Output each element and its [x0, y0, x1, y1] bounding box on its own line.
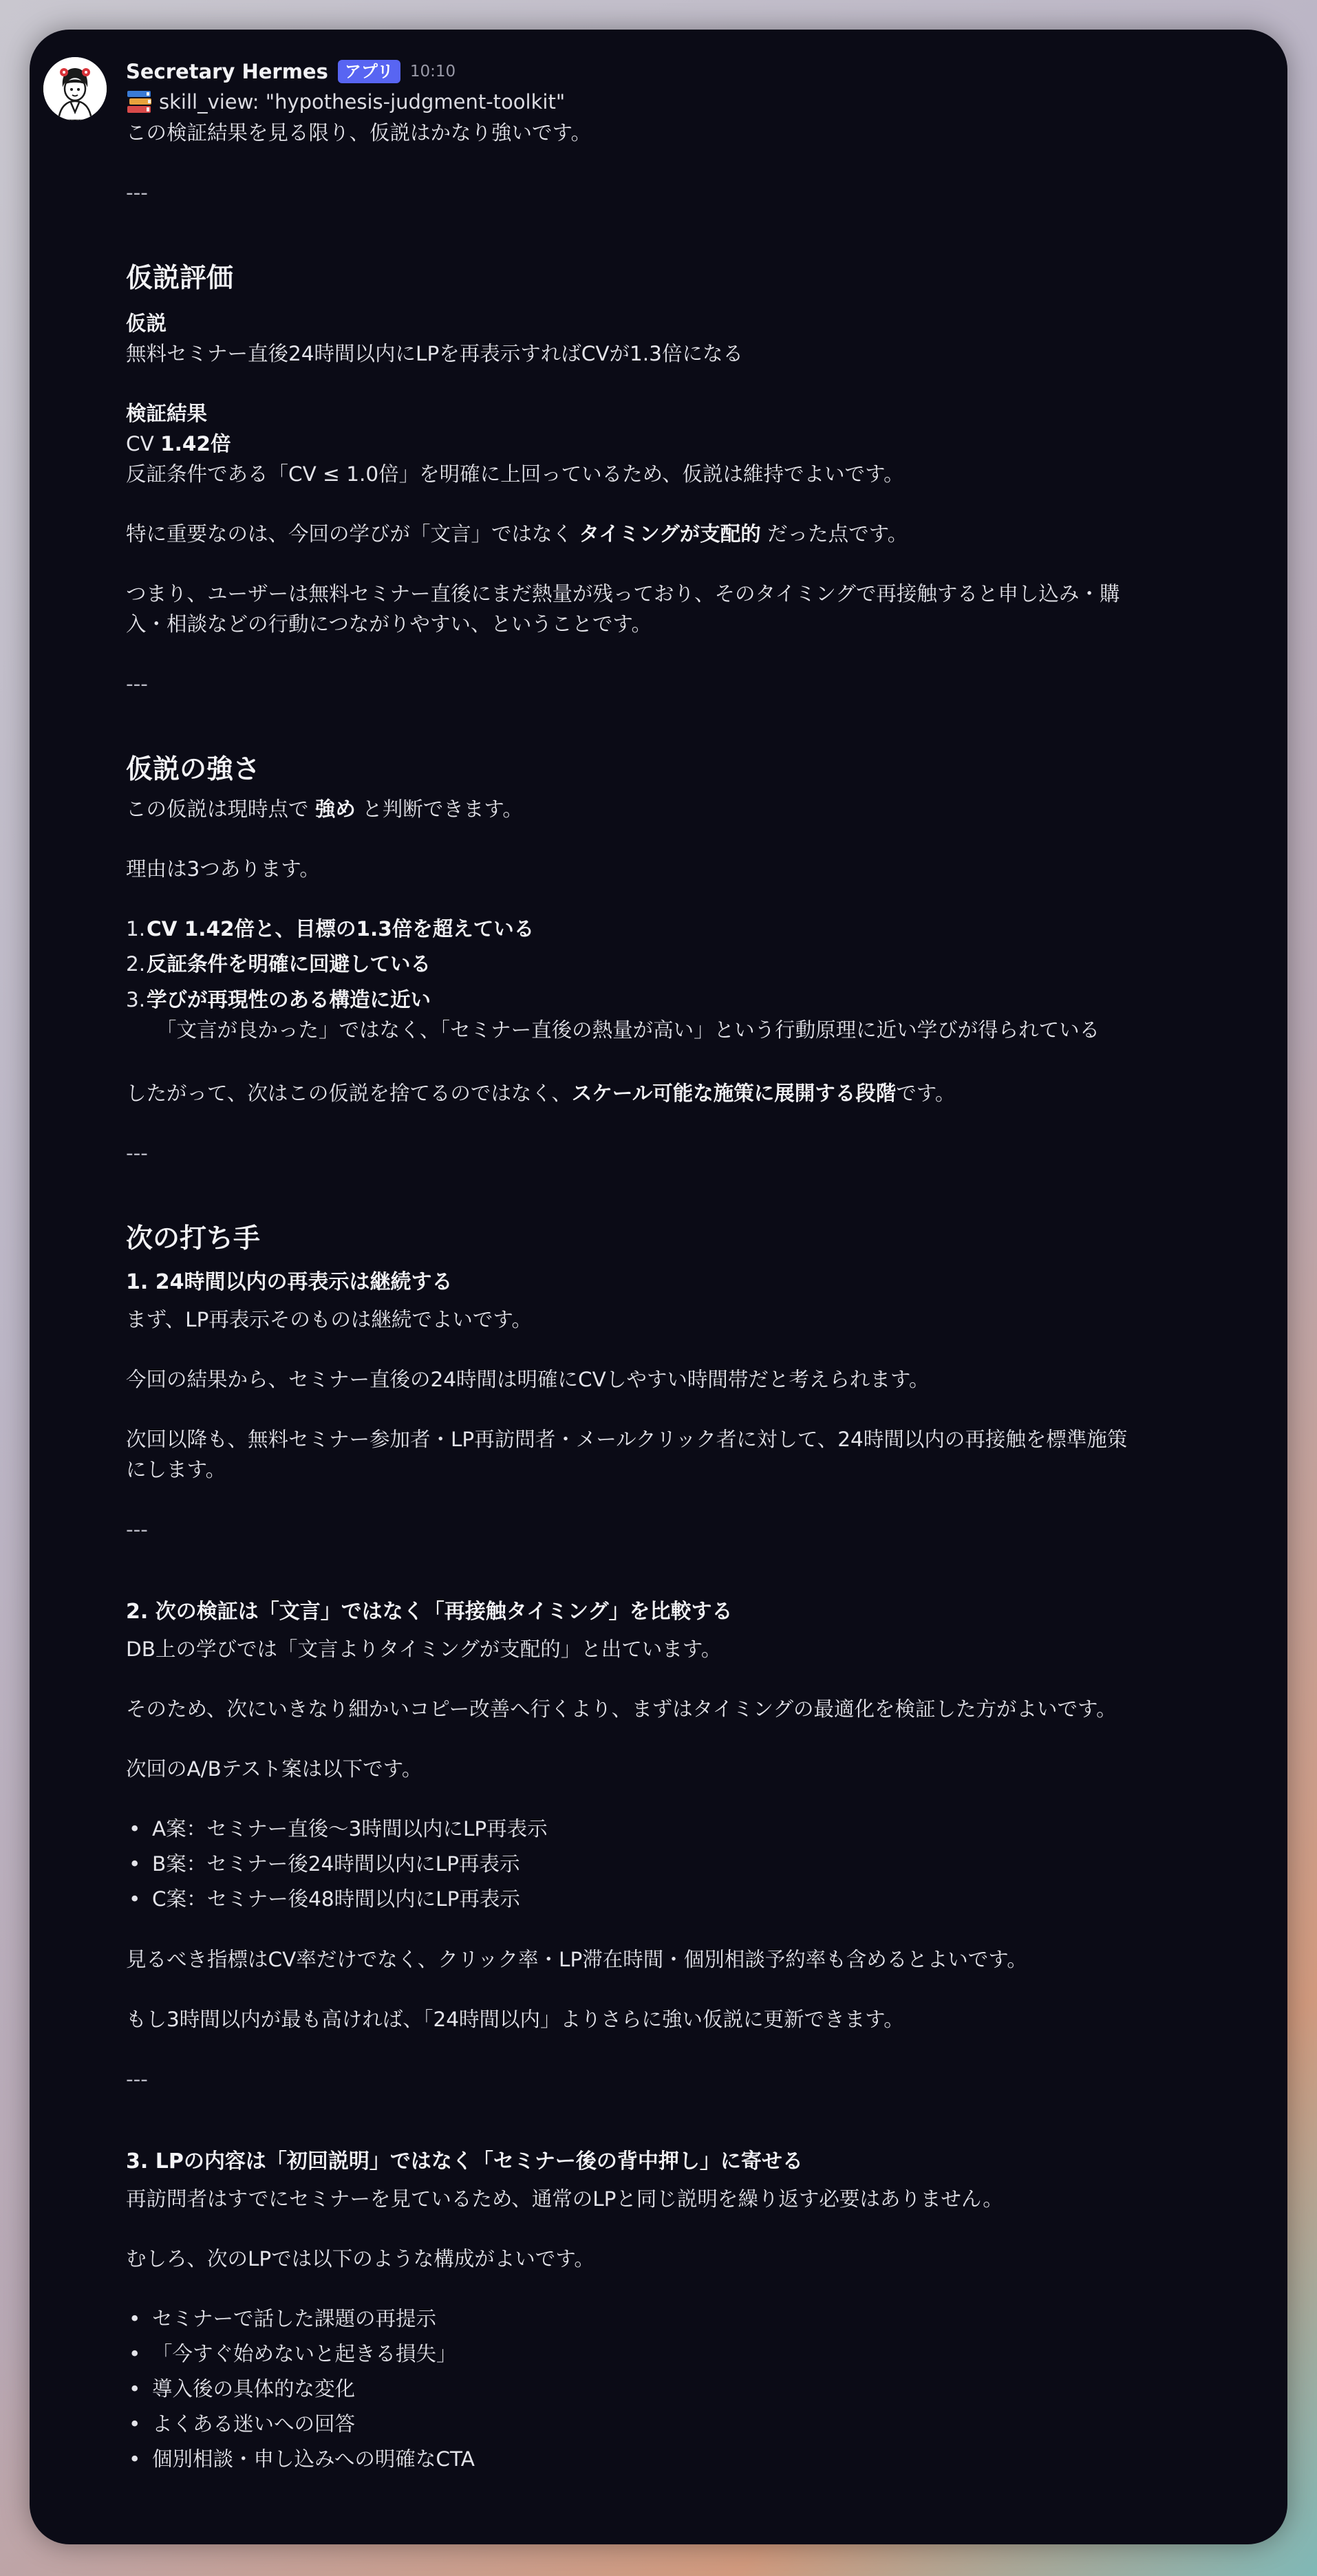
section-title-strength: 仮説の強さ: [126, 754, 261, 785]
step-2-p3: 次回のA/Bテスト案は以下です。: [126, 1757, 422, 1781]
message-content: [126, 118, 1212, 2477]
list-item: • セミナーで話した課題の再提示: [129, 2307, 437, 2330]
list-item: • よくある迷いへの回答: [129, 2412, 356, 2436]
list-item: 1.CV 1.42倍と、目標の1.3倍を超えている: [126, 917, 535, 941]
hypothesis-text: 無料セミナー直後24時間以内にLPを再表示すればCVが1.3倍になる: [126, 342, 743, 365]
bot-message: [30, 30, 1287, 2544]
separator: ---: [126, 2068, 148, 2091]
result-value: 1.42倍: [160, 432, 231, 455]
hypothesis-label: 仮説: [126, 312, 167, 335]
reasons-intro: 理由は3つあります。: [126, 857, 320, 881]
reasons-list: [126, 912, 1212, 1015]
books-icon: [126, 89, 153, 114]
separator: ---: [126, 1141, 148, 1165]
step-1-p3-line-1: 次回以降も、無料セミナー参加者・LP再訪問者・メールクリック者に対して、24時間以内の再接触を標準施策: [126, 1428, 1128, 1451]
chat-window: [30, 30, 1287, 2544]
section-title-evaluation: 仮説評価: [126, 263, 234, 294]
interpretation-line-2: 入・相談などの行動につながりやすい、ということです。: [126, 612, 652, 636]
step-2-p2: そのため、次にいきなり細かいコピー改善へ行くより、まずはタイミングの最適化を検証した方がよいです。: [126, 1697, 1117, 1721]
step-1-p1: まず、LP再表示そのものは継続でよいです。: [126, 1308, 533, 1331]
list-item: • A案：セミナー直後〜3時間以内にLP再表示: [129, 1817, 548, 1840]
step-2-p4: 見るべき指標はCV率だけでなく、クリック率・LP滞在時間・個別相談予約率も含めるとよいです。: [126, 1948, 1027, 1971]
app-badge: アプリ: [338, 60, 400, 83]
result-value-line: CV 1.42倍: [126, 432, 231, 455]
interpretation-line-1: つまり、ユーザーは無料セミナー直後にまだ熱量が残っており、そのタイミングで再接触すると申し込み・購: [126, 582, 1120, 605]
timestamp[interactable]: 10:10: [409, 63, 456, 80]
list-item: 2.反証条件を明確に回避している: [126, 952, 431, 976]
tool-call-row: [126, 86, 1212, 118]
step-1-p3-line-2: にします。: [126, 1458, 226, 1481]
avatar[interactable]: [43, 57, 107, 120]
intro-text: この検証結果を見る限り、仮説はかなり強いです。: [126, 121, 592, 144]
step-2-p5: もし3時間以内が最も高ければ、「24時間以内」よりさらに強い仮説に更新できます。: [126, 2008, 904, 2031]
list-item: • 「今すぐ始めないと起きる損失」: [129, 2342, 457, 2365]
separator: ---: [126, 1518, 148, 1541]
step-2-title: 2. 次の検証は「文言」ではなく「再接触タイミング」を比較する: [126, 1600, 733, 1624]
lp-structure-list: [126, 2301, 1212, 2477]
list-item: • C案：セミナー後48時間以内にLP再表示: [129, 1887, 520, 1911]
tool-call-label: skill_view: "hypothesis-judgment-toolkit": [159, 90, 566, 114]
step-1-title: 1. 24時間以内の再表示は継続する: [126, 1270, 453, 1294]
strength-paragraph: この仮説は現時点で 強め と判断できます。: [126, 797, 523, 821]
message-header: [126, 57, 1212, 86]
list-item: • B案：セミナー後24時間以内にLP再表示: [129, 1852, 520, 1876]
result-text: 反証条件である「CV ≤ 1.0倍」を明確に上回っているため、仮説は維持でよいです。: [126, 462, 904, 486]
step-2-p1: DB上の学びでは「文言よりタイミングが支配的」と出ています。: [126, 1638, 722, 1661]
result-label: 検証結果: [126, 402, 208, 425]
step-1-p2: 今回の結果から、セミナー直後の24時間は明確にCVしやすい時間帯だと考えられます。: [126, 1368, 930, 1391]
separator: ---: [126, 181, 148, 204]
section-title-next-steps: 次の打ち手: [126, 1223, 261, 1254]
list-item: • 導入後の具体的な変化: [129, 2377, 356, 2401]
strength-conclusion: したがって、次はこの仮説を捨てるのではなく、スケール可能な施策に展開する段階です。: [126, 1082, 956, 1105]
avatar-illustration-icon: [43, 57, 107, 120]
step-3-p2: むしろ、次のLPでは以下のような構成がよいです。: [126, 2247, 595, 2271]
test-plan-list: [126, 1812, 1212, 1917]
reason-3-detail: 「文言が良かった」ではなく、「セミナー直後の熱量が高い」という行動原理に近い学びが得られている: [156, 1018, 1100, 1042]
author-name[interactable]: Secretary Hermes: [126, 60, 328, 83]
timing-paragraph: 特に重要なのは、今回の学びが「文言」ではなく タイミングが支配的 だった点です。: [126, 522, 908, 546]
step-3-title: 3. LPの内容は「初回説明」ではなく「セミナー後の背中押し」に寄せる: [126, 2149, 803, 2174]
list-item: 3.学びが再現性のある構造に近い: [126, 988, 431, 1011]
step-3-p1: 再訪問者はすでにセミナーを見ているため、通常のLPと同じ説明を繰り返す必要はありません。: [126, 2187, 1003, 2211]
separator: ---: [126, 672, 148, 696]
list-item: • 個別相談・申し込みへの明確なCTA: [129, 2447, 475, 2471]
